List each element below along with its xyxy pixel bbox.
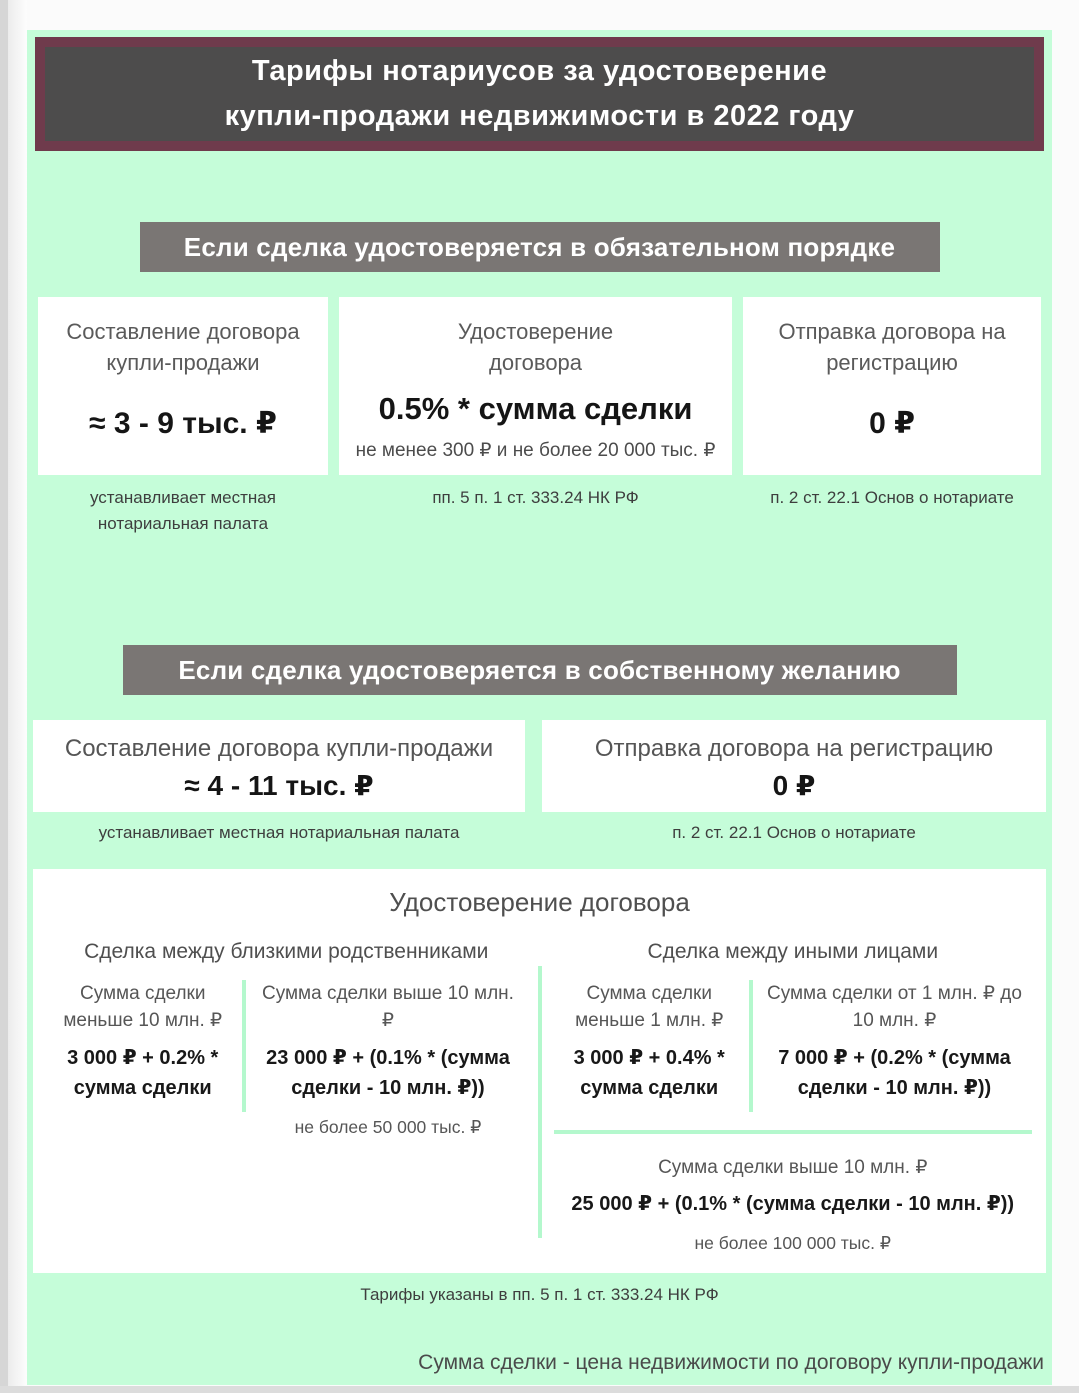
case-formula: 25 000 ₽ + (0.1% * (сумма сделки - 10 млн. ₽)) (571, 1193, 1015, 1216)
case-condition: Сумма сделки меньше 10 млн. ₽ (63, 982, 223, 1032)
card-value: ≈ 4 - 11 тыс. ₽ (184, 770, 374, 802)
card-value: 0.5% * сумма сделки (378, 390, 693, 426)
case-over-10m (540, 1154, 1047, 1255)
mandatory-footnotes-row (27, 485, 1052, 536)
section-header-mandatory-label: Если сделка удостоверяется в обязательном порядке (183, 231, 896, 262)
card-value: 0 ₽ (772, 770, 816, 802)
card-contract-drafting (33, 720, 525, 812)
card-value: 0 ₽ (869, 406, 916, 440)
poster-title-line2: купли-продажи недвижимости в 2022 году (224, 100, 855, 132)
page-bottom-strip (0, 1386, 1079, 1393)
section-header-voluntary-label: Если сделка удостоверяется в собственному желанию (178, 654, 901, 685)
card-registration-sending (743, 297, 1041, 475)
voluntary-cards-row (27, 720, 1052, 812)
section-header-voluntary (123, 645, 957, 695)
relatives-header: Сделка между близкими родственниками (84, 939, 489, 963)
card-title: Составление договора купли-продажи (64, 734, 494, 762)
case-condition: Сумма сделки выше 10 млн. ₽ (261, 982, 514, 1032)
card-title: Удостоверение договора (457, 319, 614, 375)
certification-title: Удостоверение договора (389, 886, 690, 917)
case-1m-to-10m (753, 980, 1036, 1112)
case-formula: 23 000 ₽ + (0.1% * (сумма сделки - 10 млн. ₽)) (266, 1046, 510, 1099)
case-formula: 3 000 ₽ + 0.2% * сумма сделки (67, 1046, 219, 1099)
case-formula: 3 000 ₽ + 0.4% * сумма сделки (573, 1046, 725, 1099)
poster-title-line1: Тарифы нотариусов за удостоверение (251, 55, 828, 87)
case-condition: Сумма сделки меньше 1 млн. ₽ (575, 982, 724, 1032)
card-footnote: п. 2 ст. 22.1 Основ о нотариате (672, 823, 916, 842)
case-note: не более 100 000 тыс. ₽ (694, 1233, 891, 1254)
card-footnote: устанавливает местная нотариальная палата (90, 488, 276, 533)
section-header-mandatory (140, 222, 940, 272)
card-title: Отправка договора на регистрацию (778, 319, 1006, 375)
card-footnote: устанавливает местная нотариальная палата (98, 823, 460, 842)
mandatory-cards-row (27, 297, 1052, 475)
case-under-1m (550, 980, 749, 1112)
case-formula: 7 000 ₽ + (0.2% * (сумма сделки - 10 млн. ₽)) (778, 1046, 1011, 1099)
relatives-column (33, 928, 540, 1278)
page-edge-fade (8, 0, 27, 1393)
case-condition: Сумма сделки от 1 млн. ₽ до 10 млн. ₽ (766, 982, 1022, 1032)
card-contract-drafting (38, 297, 328, 475)
card-registration-sending (542, 720, 1046, 812)
voluntary-footnotes-row (27, 820, 1052, 846)
case-note: не более 50 000 тыс. ₽ (294, 1116, 482, 1137)
infographic-panel (27, 30, 1052, 1385)
poster-title (35, 37, 1044, 151)
relatives-cases (33, 980, 540, 1138)
page-edge-strip (0, 0, 8, 1393)
deal-sum-definition: Сумма сделки - цена недвижимости по договору купли-продажи (418, 1350, 1044, 1374)
card-title: Составление договора купли-продажи (66, 319, 300, 375)
case-over-10m (246, 980, 529, 1138)
tariff-source-note: Тарифы указаны в пп. 5 п. 1 ст. 333.24 НК РФ (360, 1284, 719, 1304)
card-footnote: п. 2 ст. 22.1 Основ о нотариате (770, 488, 1014, 507)
card-contract-certification (339, 297, 732, 475)
case-condition: Сумма сделки выше 10 млн. ₽ (658, 1156, 928, 1178)
card-title: Отправка договора на регистрацию (594, 734, 994, 762)
card-note: не менее 300 ₽ и не более 20 000 тыс. ₽ (355, 439, 716, 461)
horizontal-divider (554, 1130, 1033, 1134)
card-value: ≈ 3 - 9 тыс. ₽ (89, 406, 277, 440)
others-cases (540, 980, 1047, 1112)
others-header: Сделка между иными лицами (647, 939, 939, 963)
vertical-divider (538, 966, 542, 1238)
certification-card (33, 869, 1046, 1273)
others-column (540, 928, 1047, 1278)
certification-body (33, 928, 1046, 1278)
card-footnote: пп. 5 п. 1 ст. 333.24 НК РФ (432, 488, 639, 507)
case-under-10m (43, 980, 242, 1138)
